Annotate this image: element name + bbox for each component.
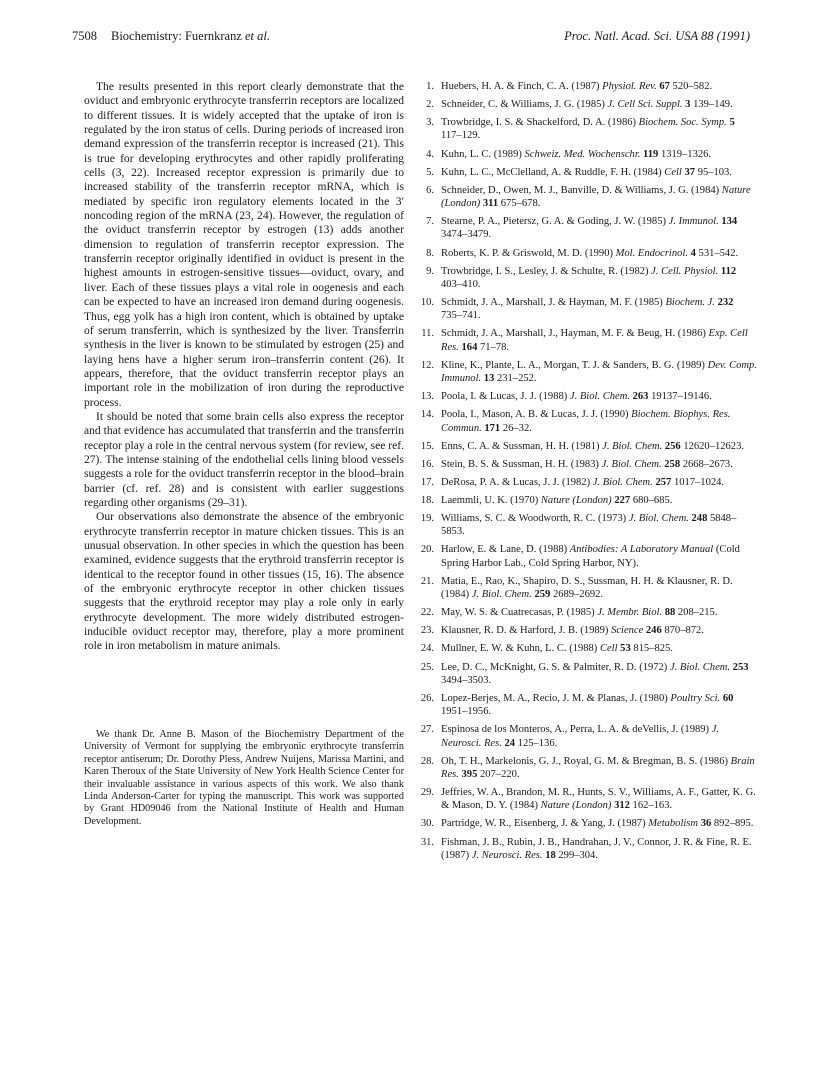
reference-journal: J. Membr. Biol. (597, 607, 663, 619)
reference-volume: 395 (461, 768, 478, 780)
reference-journal: J. Cell. Physiol. (651, 265, 719, 277)
reference-item (419, 247, 757, 260)
reference-pages: 139–149. (693, 99, 733, 111)
reference-authors: Kuhn, L. C. (1989) (441, 148, 522, 160)
reference-volume: 60 (722, 692, 734, 704)
reference-pages: 680–685. (632, 494, 673, 506)
reference-number: 25. (420, 661, 434, 673)
discussion-paragraph: Our observations also demonstrate the absence of the embryonic erythrocyte transferrin receptor in mature chicken tissues. This is an unusual observation. In other species in which the question has been examined, evidence suggests that the erythroid transferrin receptor is identical to the receptor found in other tissues (15, 16). The absence of the embryonic erythrocyte receptor in other chicken tissues suggests that the erythroid receptor may play a role only in early erythrocyte development. The more widely distributed estrogen-inducible oviduct receptor may, therefore, play a more prominent role in iron metabolism in mature animals. (84, 511, 404, 653)
reference-journal: Biochem. J. (665, 297, 715, 309)
reference-number: 4. (426, 148, 434, 160)
reference-pages: 26–32. (502, 422, 532, 434)
reference-journal: Cell (599, 643, 618, 655)
reference-item (419, 692, 757, 719)
reference-volume: 88 (664, 607, 676, 619)
reference-volume: 256 (664, 440, 681, 452)
reference-number: 31. (420, 836, 434, 848)
reference-authors: Stein, B. S. & Sussman, H. H. (1983) (441, 458, 599, 470)
reference-journal: J. Biol. Chem. (628, 513, 689, 525)
reference-number: 30. (420, 818, 434, 830)
reference-journal: J. Neurosci. Res. (441, 724, 720, 749)
reference-authors: Enns, C. A. & Sussman, H. H. (1981) (441, 440, 600, 452)
reference-volume: 112 (720, 265, 737, 277)
page-number: 7508 (72, 29, 97, 43)
discussion-paragraph: It should be noted that some brain cells also express the receptor and that evidence has accumulated that transferrin and the transferrin receptor play a role in the central nervous system (for review, see ref. 27). The intense staining of the endothelial cells lining blood vessels suggests a role for the oviduct transferrin receptor in the blood–brain barrier (cf. ref. 28) and is consistent with earlier suggestions regarding other organisms (29–31). (84, 410, 404, 509)
reference-pages: 5848–5853. (441, 513, 737, 538)
header-citation: Proc. Natl. Acad. Sci. USA 88 (1991) (564, 29, 750, 43)
running-header (72, 29, 750, 47)
reference-authors: Stearne, P. A., Pietersz, G. A. & Goding, J. W. (1985) (441, 216, 666, 228)
reference-item (419, 606, 757, 619)
reference-pages: 735–741. (441, 310, 481, 322)
reference-number: 3. (426, 117, 434, 129)
reference-pages: 531–542. (698, 247, 739, 259)
reference-volume: 5 (729, 117, 735, 129)
reference-item (419, 786, 757, 813)
reference-authors: May, W. S. & Cuatrecasas, P. (1985) (441, 607, 595, 619)
reference-authors: Lopez-Berjes, M. A., Recio, J. M. & Planas, J. (1980) (441, 692, 668, 704)
reference-number: 17. (420, 476, 434, 488)
reference-item (419, 327, 757, 354)
reference-number: 18. (420, 494, 434, 506)
reference-item (419, 296, 757, 323)
reference-pages: 3494–3503. (441, 674, 492, 686)
reference-number: 20. (420, 544, 434, 556)
reference-pages: 870–872. (664, 625, 704, 637)
reference-pages: 1017–1024. (673, 476, 725, 488)
reference-authors: Lee, D. C., McKnight, G. S. & Palmiter, R. D. (1972) (441, 661, 668, 673)
reference-item (419, 184, 757, 211)
reference-volume: 248 (691, 513, 708, 525)
reference-item (419, 476, 757, 489)
reference-number: 12. (420, 359, 434, 371)
reference-journal: Dev. Comp. Immunol. (441, 359, 757, 385)
reference-pages: 299–304. (558, 849, 598, 861)
reference-authors: Kline, K., Plante, L. A., Morgan, T. J. & Sanders, B. G. (1989) (441, 359, 705, 371)
references-column (419, 80, 757, 867)
discussion-text (84, 80, 404, 654)
reference-item (419, 215, 757, 242)
reference-number: 26. (420, 692, 434, 704)
reference-pages: 2668–2673. (682, 458, 733, 470)
reference-authors: Kuhn, L. C., McClelland, A. & Ruddle, F. H. (1984) (441, 166, 662, 178)
reference-journal: Biochem. Soc. Symp. (638, 117, 727, 129)
reference-list (419, 80, 757, 862)
reference-item (419, 116, 757, 143)
reference-authors: Harlow, E. & Lane, D. (1988) (441, 544, 568, 556)
reference-authors: Fishman, J. B., Rubin, J. B., Handrahan, J. V., Connor, J. R. & Fine, R. E. (1987) (441, 836, 752, 861)
reference-pages: 12620–12623. (683, 440, 744, 452)
reference-pages: 208–215. (677, 607, 718, 619)
reference-journal: J. Biol. Chem. (602, 440, 663, 452)
reference-authors: Schmidt, J. A., Marshall, J. & Hayman, M. F. (1985) (441, 297, 663, 309)
reference-item (419, 80, 757, 93)
reference-journal: Schweiz. Med. Wochenschr. (524, 148, 641, 160)
reference-item (419, 390, 757, 403)
reference-volume: 18 (545, 849, 556, 861)
reference-journal: Physiol. Rev. (602, 81, 657, 92)
reference-pages: 815–825. (633, 643, 673, 655)
reference-number: 9. (426, 265, 434, 277)
reference-volume: 67 (659, 81, 670, 92)
reference-number: 8. (426, 247, 434, 259)
reference-pages: 1319–1326. (660, 148, 712, 160)
reference-volume: 246 (645, 625, 662, 637)
reference-item (419, 148, 757, 161)
reference-journal: J. Cell Sci. Suppl. (607, 99, 683, 111)
reference-item (419, 723, 757, 750)
reference-number: 16. (420, 458, 434, 470)
reference-number: 15. (420, 440, 434, 452)
reference-authors: Roberts, K. P. & Griswold, M. D. (1990) (441, 247, 613, 259)
reference-pages: 2689–2692. (552, 589, 604, 601)
reference-item (419, 458, 757, 471)
reference-authors: Partridge, W. R., Eisenberg, J. & Yang, J. (1987) (441, 818, 646, 830)
reference-number: 28. (420, 755, 434, 767)
reference-authors: Jeffries, W. A., Brandon, M. R., Hunts, S. V., Williams, A. F., Gatter, K. G. & Mason, D. Y. (1984) (441, 787, 756, 812)
reference-volume: 227 (614, 494, 631, 506)
reference-volume: 257 (655, 476, 672, 488)
reference-number: 27. (420, 724, 434, 736)
reference-pages: 162–163. (632, 800, 673, 812)
reference-number: 6. (426, 184, 434, 196)
reference-volume: 4 (690, 247, 696, 259)
acknowledgments (84, 729, 404, 828)
reference-number: 7. (426, 216, 434, 228)
reference-journal: Exp. Cell Res. (441, 328, 748, 353)
reference-journal: Cell (664, 166, 682, 178)
reference-authors: Trowbridge, I. S., Lesley, J. & Schulte, R. (1982) (441, 265, 649, 277)
reference-journal: J. Biol. Chem. (669, 661, 731, 673)
reference-item (419, 543, 757, 570)
reference-authors: Matia, E., Rao, K., Shapiro, D. S., Sussman, H. H. & Klausner, R. D. (1984) (441, 575, 733, 601)
reference-item (419, 642, 757, 655)
reference-item (419, 166, 757, 179)
reference-volume: 171 (484, 422, 501, 434)
reference-pages: 231–252. (496, 373, 537, 385)
reference-item (419, 817, 757, 830)
reference-authors: Schneider, C. & Williams, J. G. (1985) (441, 99, 605, 111)
reference-pages: (Cold Spring Harbor Lab., Cold Spring Harbor, NY). (441, 544, 740, 569)
reference-item (419, 359, 757, 386)
reference-number: 10. (420, 297, 434, 309)
reference-number: 22. (420, 607, 434, 619)
reference-number: 2. (426, 99, 434, 111)
reference-authors: Poola, I., Mason, A. B. & Lucas, J. J. (1990) (441, 409, 629, 421)
reference-number: 21. (420, 575, 434, 587)
reference-pages: 403–410. (441, 278, 481, 290)
reference-journal: Metabolism (648, 818, 699, 830)
reference-volume: 253 (732, 661, 749, 673)
reference-authors: Schneider, D., Owen, M. J., Banville, D. & Williams, J. G. (1984) (441, 184, 720, 196)
reference-authors: Schmidt, J. A., Marshall, J., Hayman, M. F. & Beug, H. (1986) (441, 328, 706, 340)
reference-journal: Science (611, 625, 644, 637)
reference-journal: J. Neurosci. Res. (471, 849, 543, 861)
reference-number: 5. (426, 166, 434, 178)
reference-pages: 520–582. (672, 81, 713, 92)
reference-journal: Nature (London) (441, 184, 751, 210)
reference-number: 14. (420, 409, 434, 421)
reference-authors: Huebers, H. A. & Finch, C. A. (1987) (441, 81, 600, 92)
reference-pages: 1951–1956. (441, 706, 492, 718)
reference-journal: J. Biol. Chem. (601, 458, 662, 470)
reference-number: 23. (420, 625, 434, 637)
reference-authors: Mullner, E. W. & Kuhn, L. C. (1988) (441, 643, 598, 655)
reference-item (419, 836, 757, 863)
reference-volume: 53 (620, 643, 631, 655)
reference-item (419, 755, 757, 782)
reference-number: 29. (420, 787, 434, 799)
reference-item (419, 408, 757, 435)
header-journal: Biochemistry: Fuernkranz (111, 29, 242, 43)
reference-authors: Oh, T. H., Markelonis, G. J., Royal, G. M. & Bregman, B. S. (1986) (441, 755, 728, 767)
reference-volume: 311 (482, 198, 499, 210)
reference-pages: 892–895. (713, 818, 754, 830)
reference-journal: Mol. Endocrinol. (615, 247, 688, 259)
reference-volume: 119 (643, 148, 659, 160)
reference-number: 19. (420, 513, 434, 525)
reference-volume: 3 (685, 99, 691, 111)
reference-volume: 37 (684, 166, 696, 178)
reference-number: 11. (421, 328, 434, 340)
reference-volume: 134 (721, 216, 738, 228)
discussion-paragraph: The results presented in this report clearly demonstrate that the oviduct and embryonic erythrocyte transferrin receptors are localized to different tissues. It is widely accepted that the uptake of iron is regulated by the iron status of cells. During periods of increased iron demand expression of the transferrin receptor is increased (21). This is true for developing erythrocytes and other rapidly proliferating cells (3, 22). Increased receptor expression is primarily due to increased stability of the transferrin receptor mRNA, which is mediated by specific iron regulatory elements located in the 3′ noncoding region of the mRNA (23, 24). However, the regulation of the oviduct transferrin receptor by estrogen (13) adds another dimension to regulation of transferrin receptor expression. The transferrin receptor originally identified in oviduct is present in the highest amounts in estrogen-sensitive tissues—oviduct, ovary, and liver. Each of these tissues plays a vital role in oogenesis and each can be expected to have an increased iron demand during oogenesis. Thus, egg yolk has a high iron content, which is obtained by uptake of serum transferrin, which is synthesized by the liver. Transferrin synthesis in the liver is known to be stimulated by estrogen (25) and laying hens have a higher serum iron–transferrin content (26). It appears, therefore, that the oviduct transferrin receptor plays an important role in the mobilization of iron during the reproductive process. (84, 81, 404, 409)
reference-journal: Brain Res. (441, 755, 755, 780)
reference-authors: Espinosa de los Monteros, A., Perra, L. A. & deVellis, J. (1989) (441, 724, 710, 736)
reference-volume: 13 (483, 373, 495, 385)
reference-number: 13. (420, 391, 434, 403)
reference-item (419, 575, 757, 602)
acknowledgments-text: We thank Dr. Anne B. Mason of the Biochemistry Department of the University of Vermont for supplying the embryonic erythrocyte transferrin receptor antiserum; Dr. Dorothy Pless, Andrew Nuijens, Marissa Martini, and Karen Theroux of the State University of New York Health Science Center for their invaluable assistance in various aspects of this work. We also thank Linda Anderson-Carter for typing the manuscript. This work was supported by Grant HD09046 from the National Institute of Health and Human Development. (84, 729, 404, 827)
reference-authors: Trowbridge, I. S. & Shackelford, D. A. (1986) (441, 117, 637, 129)
reference-volume: 258 (664, 458, 681, 470)
reference-journal: Nature (London) (540, 800, 612, 812)
reference-item (419, 661, 757, 688)
reference-volume: 263 (632, 391, 649, 403)
reference-item (419, 494, 757, 507)
header-left (72, 29, 270, 44)
reference-pages: 95–103. (697, 166, 732, 178)
reference-pages: 19137–19146. (651, 391, 712, 403)
reference-authors: Poola, I. & Lucas, J. J. (1988) (441, 391, 568, 403)
reference-authors: Williams, S. C. & Woodworth, R. C. (1973) (441, 513, 627, 525)
reference-number: 1. (426, 81, 434, 92)
reference-pages: 3474–3479. (441, 229, 492, 241)
header-etal: et al. (245, 29, 270, 43)
reference-volume: 36 (700, 818, 712, 830)
reference-number: 24. (420, 643, 434, 655)
reference-item (419, 512, 757, 539)
reference-pages: 675–678. (500, 198, 541, 210)
reference-journal: Nature (London) (540, 494, 612, 506)
reference-journal: J. Immunol. (668, 216, 719, 228)
reference-volume: 164 (461, 341, 478, 353)
reference-authors: Laemmli, U. K. (1970) (441, 494, 539, 506)
reference-item (419, 440, 757, 453)
reference-pages: 125–136. (517, 737, 558, 749)
reference-journal: Antibodies: A Laboratory Manual (569, 544, 714, 556)
reference-item (419, 624, 757, 637)
reference-pages: 207–220. (479, 768, 520, 780)
reference-item (419, 265, 757, 292)
reference-pages: 71–78. (479, 341, 509, 353)
reference-volume: 259 (534, 589, 551, 601)
reference-item (419, 98, 757, 111)
reference-authors: DeRosa, P. A. & Lucas, J. J. (1982) (441, 476, 591, 488)
reference-journal: J. Biol. Chem. (471, 589, 532, 601)
reference-authors: Klausner, R. D. & Harford, J. B. (1989) (441, 625, 609, 637)
reference-journal: Poultry Sci. (670, 692, 721, 704)
reference-journal: J. Biol. Chem. (592, 476, 653, 488)
reference-volume: 232 (717, 297, 734, 309)
reference-pages: 117–129. (441, 130, 481, 142)
reference-volume: 312 (614, 800, 630, 812)
reference-journal: Biochem. Biophys. Res. Commun. (441, 409, 731, 434)
reference-volume: 24 (504, 737, 516, 749)
reference-journal: J. Biol. Chem. (569, 391, 630, 403)
